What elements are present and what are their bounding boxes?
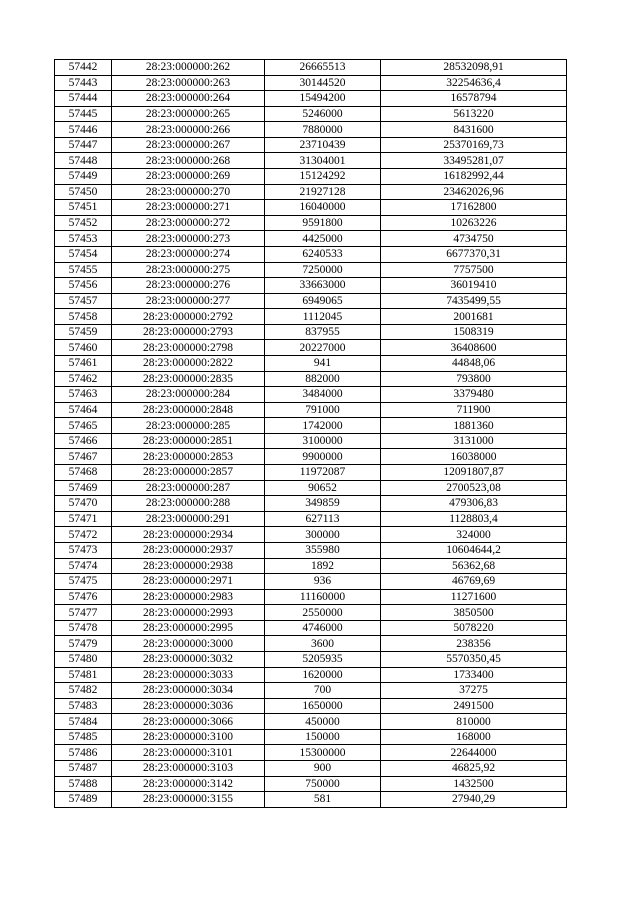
- amount-cell: 5613220: [381, 106, 567, 122]
- value-cell: 1892: [265, 558, 381, 574]
- table-row: [55, 122, 567, 138]
- cadastral-number-cell: 28:23:000000:2983: [112, 589, 265, 605]
- amount-cell: 16578794: [381, 91, 567, 107]
- value-cell: 23710439: [265, 137, 381, 153]
- row-number-cell: 57451: [55, 200, 112, 216]
- value-cell: 1742000: [265, 418, 381, 434]
- value-cell: 5246000: [265, 106, 381, 122]
- cadastral-number-cell: 28:23:000000:269: [112, 169, 265, 185]
- cadastral-number-cell: 28:23:000000:2993: [112, 605, 265, 621]
- cadastral-number-cell: 28:23:000000:287: [112, 480, 265, 496]
- table-row: [55, 527, 567, 543]
- value-cell: 837955: [265, 324, 381, 340]
- amount-cell: 33495281,07: [381, 153, 567, 169]
- amount-cell: 16182992,44: [381, 169, 567, 185]
- table-row: [55, 169, 567, 185]
- value-cell: 9900000: [265, 449, 381, 465]
- amount-cell: 3850500: [381, 605, 567, 621]
- value-cell: 20227000: [265, 340, 381, 356]
- value-cell: 355980: [265, 542, 381, 558]
- table-row: [55, 324, 567, 340]
- row-number-cell: 57471: [55, 511, 112, 527]
- row-number-cell: 57444: [55, 91, 112, 107]
- value-cell: 21927128: [265, 184, 381, 200]
- cadastral-number-cell: 28:23:000000:267: [112, 137, 265, 153]
- amount-cell: 1128803,4: [381, 511, 567, 527]
- amount-cell: 324000: [381, 527, 567, 543]
- row-number-cell: 57460: [55, 340, 112, 356]
- amount-cell: 1432500: [381, 776, 567, 792]
- row-number-cell: 57477: [55, 605, 112, 621]
- table-row: [55, 761, 567, 777]
- row-number-cell: 57457: [55, 293, 112, 309]
- table-row: [55, 278, 567, 294]
- table-row: [55, 683, 567, 699]
- row-number-cell: 57466: [55, 433, 112, 449]
- row-number-cell: 57479: [55, 636, 112, 652]
- value-cell: 16040000: [265, 200, 381, 216]
- row-number-cell: 57449: [55, 169, 112, 185]
- row-number-cell: 57456: [55, 278, 112, 294]
- row-number-cell: 57489: [55, 792, 112, 808]
- amount-cell: 32254636,4: [381, 75, 567, 91]
- value-cell: 15124292: [265, 169, 381, 185]
- value-cell: 4746000: [265, 620, 381, 636]
- value-cell: 4425000: [265, 231, 381, 247]
- cadastral-number-cell: 28:23:000000:264: [112, 91, 265, 107]
- table-row: [55, 589, 567, 605]
- cadastral-number-cell: 28:23:000000:3000: [112, 636, 265, 652]
- amount-cell: 479306,83: [381, 496, 567, 512]
- value-cell: 6949065: [265, 293, 381, 309]
- cadastral-number-cell: 28:23:000000:2853: [112, 449, 265, 465]
- amount-cell: 22644000: [381, 745, 567, 761]
- table-row: [55, 558, 567, 574]
- table-body: [55, 60, 567, 808]
- value-cell: 26665513: [265, 60, 381, 76]
- table-row: [55, 636, 567, 652]
- amount-cell: 1881360: [381, 418, 567, 434]
- row-number-cell: 57446: [55, 122, 112, 138]
- table-row: [55, 792, 567, 808]
- row-number-cell: 57473: [55, 542, 112, 558]
- amount-cell: 7435499,55: [381, 293, 567, 309]
- data-table: [54, 59, 567, 808]
- value-cell: 33663000: [265, 278, 381, 294]
- value-cell: 791000: [265, 402, 381, 418]
- table-row: [55, 776, 567, 792]
- row-number-cell: 57467: [55, 449, 112, 465]
- cadastral-number-cell: 28:23:000000:273: [112, 231, 265, 247]
- value-cell: 941: [265, 355, 381, 371]
- value-cell: 700: [265, 683, 381, 699]
- amount-cell: 37275: [381, 683, 567, 699]
- value-cell: 5205935: [265, 651, 381, 667]
- cadastral-number-cell: 28:23:000000:3032: [112, 651, 265, 667]
- amount-cell: 8431600: [381, 122, 567, 138]
- table-row: [55, 91, 567, 107]
- value-cell: 349859: [265, 496, 381, 512]
- cadastral-number-cell: 28:23:000000:265: [112, 106, 265, 122]
- value-cell: 15300000: [265, 745, 381, 761]
- row-number-cell: 57485: [55, 729, 112, 745]
- cadastral-number-cell: 28:23:000000:3100: [112, 729, 265, 745]
- cadastral-number-cell: 28:23:000000:270: [112, 184, 265, 200]
- cadastral-number-cell: 28:23:000000:3066: [112, 714, 265, 730]
- amount-cell: 711900: [381, 402, 567, 418]
- table-row: [55, 620, 567, 636]
- value-cell: 750000: [265, 776, 381, 792]
- cadastral-number-cell: 28:23:000000:3155: [112, 792, 265, 808]
- amount-cell: 10263226: [381, 215, 567, 231]
- cadastral-number-cell: 28:23:000000:277: [112, 293, 265, 309]
- table-row: [55, 465, 567, 481]
- value-cell: 450000: [265, 714, 381, 730]
- row-number-cell: 57469: [55, 480, 112, 496]
- amount-cell: 7757500: [381, 262, 567, 278]
- amount-cell: 2001681: [381, 309, 567, 325]
- cadastral-number-cell: 28:23:000000:2792: [112, 309, 265, 325]
- cadastral-number-cell: 28:23:000000:2938: [112, 558, 265, 574]
- table-row: [55, 605, 567, 621]
- table-row: [55, 355, 567, 371]
- table-row: [55, 231, 567, 247]
- table-row: [55, 745, 567, 761]
- row-number-cell: 57461: [55, 355, 112, 371]
- row-number-cell: 57476: [55, 589, 112, 605]
- table-row: [55, 449, 567, 465]
- amount-cell: 56362,68: [381, 558, 567, 574]
- row-number-cell: 57462: [55, 371, 112, 387]
- cadastral-number-cell: 28:23:000000:2835: [112, 371, 265, 387]
- row-number-cell: 57453: [55, 231, 112, 247]
- row-number-cell: 57483: [55, 698, 112, 714]
- amount-cell: 46769,69: [381, 574, 567, 590]
- row-number-cell: 57468: [55, 465, 112, 481]
- value-cell: 31304001: [265, 153, 381, 169]
- table-row: [55, 200, 567, 216]
- row-number-cell: 57455: [55, 262, 112, 278]
- cadastral-number-cell: 28:23:000000:2848: [112, 402, 265, 418]
- value-cell: 300000: [265, 527, 381, 543]
- amount-cell: 5570350,45: [381, 651, 567, 667]
- cadastral-number-cell: 28:23:000000:2934: [112, 527, 265, 543]
- cadastral-number-cell: 28:23:000000:3101: [112, 745, 265, 761]
- table-row: [55, 106, 567, 122]
- cadastral-number-cell: 28:23:000000:2822: [112, 355, 265, 371]
- row-number-cell: 57450: [55, 184, 112, 200]
- row-number-cell: 57464: [55, 402, 112, 418]
- cadastral-number-cell: 28:23:000000:285: [112, 418, 265, 434]
- row-number-cell: 57463: [55, 387, 112, 403]
- row-number-cell: 57452: [55, 215, 112, 231]
- table-row: [55, 729, 567, 745]
- table-row: [55, 511, 567, 527]
- value-cell: 11160000: [265, 589, 381, 605]
- value-cell: 150000: [265, 729, 381, 745]
- amount-cell: 11271600: [381, 589, 567, 605]
- cadastral-number-cell: 28:23:000000:268: [112, 153, 265, 169]
- table-row: [55, 215, 567, 231]
- amount-cell: 1733400: [381, 667, 567, 683]
- cadastral-number-cell: 28:23:000000:2971: [112, 574, 265, 590]
- row-number-cell: 57447: [55, 137, 112, 153]
- table-row: [55, 60, 567, 76]
- value-cell: 90652: [265, 480, 381, 496]
- row-number-cell: 57459: [55, 324, 112, 340]
- cadastral-number-cell: 28:23:000000:2851: [112, 433, 265, 449]
- table-row: [55, 293, 567, 309]
- value-cell: 3484000: [265, 387, 381, 403]
- amount-cell: 3131000: [381, 433, 567, 449]
- amount-cell: 6677370,31: [381, 246, 567, 262]
- table-row: [55, 667, 567, 683]
- cadastral-number-cell: 28:23:000000:2937: [112, 542, 265, 558]
- amount-cell: 238356: [381, 636, 567, 652]
- row-number-cell: 57465: [55, 418, 112, 434]
- cadastral-number-cell: 28:23:000000:3033: [112, 667, 265, 683]
- amount-cell: 23462026,96: [381, 184, 567, 200]
- cadastral-number-cell: 28:23:000000:288: [112, 496, 265, 512]
- value-cell: 1650000: [265, 698, 381, 714]
- value-cell: 627113: [265, 511, 381, 527]
- table-row: [55, 714, 567, 730]
- amount-cell: 44848,06: [381, 355, 567, 371]
- table-row: [55, 137, 567, 153]
- table-row: [55, 371, 567, 387]
- value-cell: 7880000: [265, 122, 381, 138]
- row-number-cell: 57475: [55, 574, 112, 590]
- cadastral-number-cell: 28:23:000000:3103: [112, 761, 265, 777]
- cadastral-number-cell: 28:23:000000:271: [112, 200, 265, 216]
- amount-cell: 46825,92: [381, 761, 567, 777]
- amount-cell: 168000: [381, 729, 567, 745]
- cadastral-number-cell: 28:23:000000:2995: [112, 620, 265, 636]
- row-number-cell: 57448: [55, 153, 112, 169]
- amount-cell: 12091807,87: [381, 465, 567, 481]
- row-number-cell: 57481: [55, 667, 112, 683]
- amount-cell: 810000: [381, 714, 567, 730]
- row-number-cell: 57472: [55, 527, 112, 543]
- value-cell: 3100000: [265, 433, 381, 449]
- table-row: [55, 184, 567, 200]
- row-number-cell: 57470: [55, 496, 112, 512]
- cadastral-number-cell: 28:23:000000:262: [112, 60, 265, 76]
- cadastral-number-cell: 28:23:000000:2857: [112, 465, 265, 481]
- table-row: [55, 418, 567, 434]
- row-number-cell: 57458: [55, 309, 112, 325]
- amount-cell: 4734750: [381, 231, 567, 247]
- table-row: [55, 387, 567, 403]
- amount-cell: 25370169,73: [381, 137, 567, 153]
- amount-cell: 10604644,2: [381, 542, 567, 558]
- cadastral-number-cell: 28:23:000000:2793: [112, 324, 265, 340]
- cadastral-number-cell: 28:23:000000:3034: [112, 683, 265, 699]
- amount-cell: 28532098,91: [381, 60, 567, 76]
- row-number-cell: 57482: [55, 683, 112, 699]
- amount-cell: 36019410: [381, 278, 567, 294]
- amount-cell: 27940,29: [381, 792, 567, 808]
- row-number-cell: 57454: [55, 246, 112, 262]
- row-number-cell: 57486: [55, 745, 112, 761]
- value-cell: 11972087: [265, 465, 381, 481]
- row-number-cell: 57488: [55, 776, 112, 792]
- amount-cell: 16038000: [381, 449, 567, 465]
- table-row: [55, 402, 567, 418]
- table-row: [55, 153, 567, 169]
- row-number-cell: 57442: [55, 60, 112, 76]
- table-row: [55, 574, 567, 590]
- cadastral-number-cell: 28:23:000000:291: [112, 511, 265, 527]
- amount-cell: 2700523,08: [381, 480, 567, 496]
- table-row: [55, 262, 567, 278]
- table-row: [55, 542, 567, 558]
- row-number-cell: 57445: [55, 106, 112, 122]
- row-number-cell: 57443: [55, 75, 112, 91]
- value-cell: 6240533: [265, 246, 381, 262]
- amount-cell: 3379480: [381, 387, 567, 403]
- row-number-cell: 57478: [55, 620, 112, 636]
- cadastral-number-cell: 28:23:000000:266: [112, 122, 265, 138]
- value-cell: 1112045: [265, 309, 381, 325]
- cadastral-number-cell: 28:23:000000:3142: [112, 776, 265, 792]
- table-row: [55, 698, 567, 714]
- table-row: [55, 309, 567, 325]
- amount-cell: 36408600: [381, 340, 567, 356]
- table-row: [55, 433, 567, 449]
- value-cell: 15494200: [265, 91, 381, 107]
- amount-cell: 17162800: [381, 200, 567, 216]
- cadastral-number-cell: 28:23:000000:284: [112, 387, 265, 403]
- row-number-cell: 57480: [55, 651, 112, 667]
- value-cell: 1620000: [265, 667, 381, 683]
- cadastral-number-cell: 28:23:000000:276: [112, 278, 265, 294]
- cadastral-number-cell: 28:23:000000:263: [112, 75, 265, 91]
- row-number-cell: 57487: [55, 761, 112, 777]
- table-row: [55, 496, 567, 512]
- cadastral-number-cell: 28:23:000000:2798: [112, 340, 265, 356]
- value-cell: 900: [265, 761, 381, 777]
- value-cell: 30144520: [265, 75, 381, 91]
- cadastral-number-cell: 28:23:000000:274: [112, 246, 265, 262]
- amount-cell: 1508319: [381, 324, 567, 340]
- amount-cell: 793800: [381, 371, 567, 387]
- amount-cell: 2491500: [381, 698, 567, 714]
- value-cell: 7250000: [265, 262, 381, 278]
- table-row: [55, 246, 567, 262]
- table-row: [55, 340, 567, 356]
- cadastral-number-cell: 28:23:000000:3036: [112, 698, 265, 714]
- value-cell: 936: [265, 574, 381, 590]
- value-cell: 3600: [265, 636, 381, 652]
- row-number-cell: 57474: [55, 558, 112, 574]
- value-cell: 882000: [265, 371, 381, 387]
- cadastral-number-cell: 28:23:000000:275: [112, 262, 265, 278]
- table-row: [55, 75, 567, 91]
- value-cell: 581: [265, 792, 381, 808]
- value-cell: 2550000: [265, 605, 381, 621]
- value-cell: 9591800: [265, 215, 381, 231]
- table-row: [55, 651, 567, 667]
- table-row: [55, 480, 567, 496]
- cadastral-number-cell: 28:23:000000:272: [112, 215, 265, 231]
- row-number-cell: 57484: [55, 714, 112, 730]
- amount-cell: 5078220: [381, 620, 567, 636]
